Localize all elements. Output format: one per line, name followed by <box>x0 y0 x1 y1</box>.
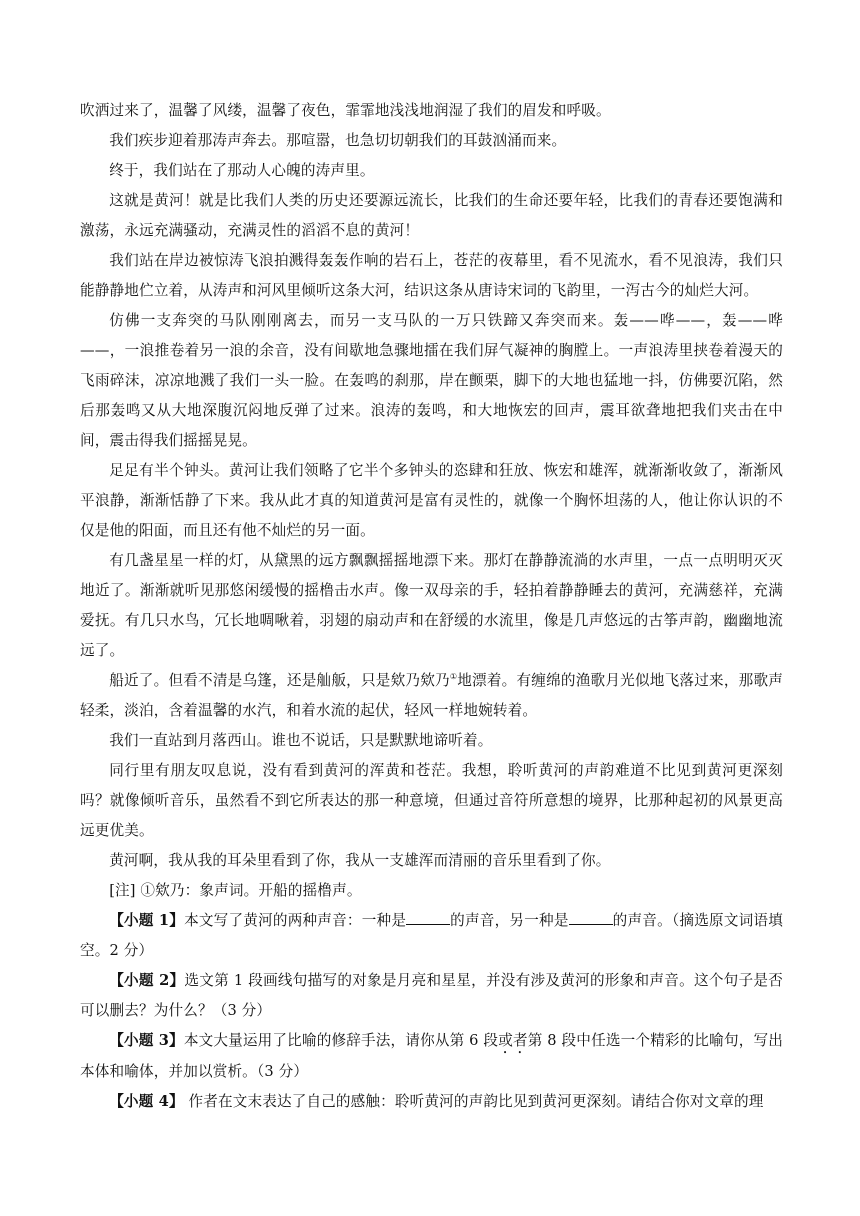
question-text: 本文写了黄河的两种声音：一种是 <box>184 912 407 929</box>
paragraph-text: 船近了。但看不清是乌篷，还是舢舨，只是欸乃欸乃 <box>109 672 450 689</box>
question-text: 选文第 1 段画线句描写的对象是月亮和星星，并没有涉及黄河的形象和声音。这个句子是否可以删去？为什么？（3 分） <box>80 972 783 1019</box>
footnote-marker: ① <box>449 672 458 682</box>
paragraph-text: 地漂着。有缠绵的渔歌月光似地飞落过来，那歌声轻柔，淡泊，含着温馨的水汽，和着水流的起伏，轻风一样地婉转着。 <box>80 672 783 719</box>
question-label: 【小题 3】 <box>109 1032 184 1049</box>
question-2 <box>80 966 783 1026</box>
paragraph: 仿佛一支奔突的马队刚刚离去，而另一支马队的一万只铁蹄又奔突而来。轰——哗——，轰——哗——，一浪推卷着另一浪的余音，没有间歇地急骤地擂在我们屏气凝神的胸膛上。一声浪涛里挟卷着漫天的飞雨碎沫，凉凉地溅了我们一头一脸。在轰鸣的刹那，岸在颤栗，脚下的大地也猛地一抖，仿佛要沉陷，然后那轰鸣又从大地深腹沉闷地反弹了过来。浪涛的轰鸣，和大地恢宏的回声，震耳欲聋地把我们夹击在中间，震击得我们摇摇晃晃。 <box>80 312 783 449</box>
question-text: 本文大量运用了比喻的修辞手法，请你从第 6 段 <box>183 1032 499 1049</box>
question-3 <box>80 1026 783 1087</box>
question-text: 的声音。（摘选原文词语填空。2 分） <box>80 912 783 959</box>
question-text: 作者在文末表达了自己的感触：聆听黄河的声韵比见到黄河更深刻。请结合你对文章的理 <box>183 1093 764 1110</box>
footnote: [注] ①欸乃：象声词。开船的摇橹声。 <box>109 882 362 899</box>
paragraph: 我们站在岸边被惊涛飞浪拍溅得轰轰作响的岩石上，苍茫的夜幕里，看不见流水，看不见浪涛，我们只能静静地伫立着，从涛声和河风里倾听这条大河，结识这条从唐诗宋词的飞韵里，一泻古今的灿烂大河。 <box>80 252 783 299</box>
paragraph: 有几盏星星一样的灯，从黛黑的远方飘飘摇摇地漂下来。那灯在静静流淌的水声里，一点一点明明灭灭地近了。渐渐就听见那悠闲缓慢的摇橹击水声。像一双母亲的手，轻拍着静静睡去的黄河，充满慈祥，充满爱抚。有几只水鸟，冗长地啁啾着，羽翅的扇动声和在舒缓的水流里，像是几声悠远的古筝声韵，幽幽地流远了。 <box>80 552 783 659</box>
paragraph: 同行里有朋友叹息说，没有看到黄河的浑黄和苍茫。我想，聆听黄河的声韵难道不比见到黄河更深刻吗？就像倾听音乐，虽然看不到它所表达的那一种意境，但通过音符所意想的境界，比那种起初的风景更高远更优美。 <box>80 762 783 839</box>
question-label: 【小题 2】 <box>109 972 185 989</box>
emphasized-text: 或者 <box>498 1032 528 1049</box>
paragraph-with-footnote <box>80 666 783 726</box>
question-1 <box>80 906 783 966</box>
paragraph: 足足有半个钟头。黄河让我们领略了它半个多钟头的恣肆和狂放、恢宏和雄浑，就渐渐收敛了，渐渐风平浪静，渐渐恬静了下来。我从此才真的知道黄河是富有灵性的，就像一个胸怀坦荡的人，他让你认识的不仅是他的阳面，而且还有他不灿烂的另一面。 <box>80 462 783 539</box>
question-label: 【小题 4】 <box>109 1093 184 1110</box>
paragraph: 吹洒过来了，温馨了风缕，温馨了夜色，霏霏地浅浅地润湿了我们的眉发和呼吸。 <box>80 102 611 119</box>
question-4 <box>80 1087 783 1117</box>
answer-blank[interactable] <box>406 910 450 925</box>
question-text: 的声音，另一种是 <box>450 912 569 929</box>
paragraph: 这就是黄河！就是比我们人类的历史还要源远流长，比我们的生命还要年轻，比我们的青春还要饱满和激荡，永远充满骚动，充满灵性的滔滔不息的黄河！ <box>80 192 783 239</box>
answer-blank[interactable] <box>569 910 613 925</box>
paragraph: 终于，我们站在了那动人心魄的涛声里。 <box>109 162 375 179</box>
paragraph: 我们疾步迎着那涛声奔去。那喧嚣，也急切切朝我们的耳鼓汹涌而来。 <box>109 132 567 149</box>
document-page <box>80 96 783 1117</box>
paragraph: 黄河啊，我从我的耳朵里看到了你，我从一支雄浑而清丽的音乐里看到了你。 <box>109 852 611 869</box>
question-text: 第 8 段中任选一个精彩的比喻句，写出本体和喻体，并加以赏析。（3 分） <box>80 1032 783 1080</box>
paragraph: 我们一直站到月落西山。谁也不说话，只是默默地谛听着。 <box>109 732 493 749</box>
question-label: 【小题 1】 <box>109 912 185 929</box>
